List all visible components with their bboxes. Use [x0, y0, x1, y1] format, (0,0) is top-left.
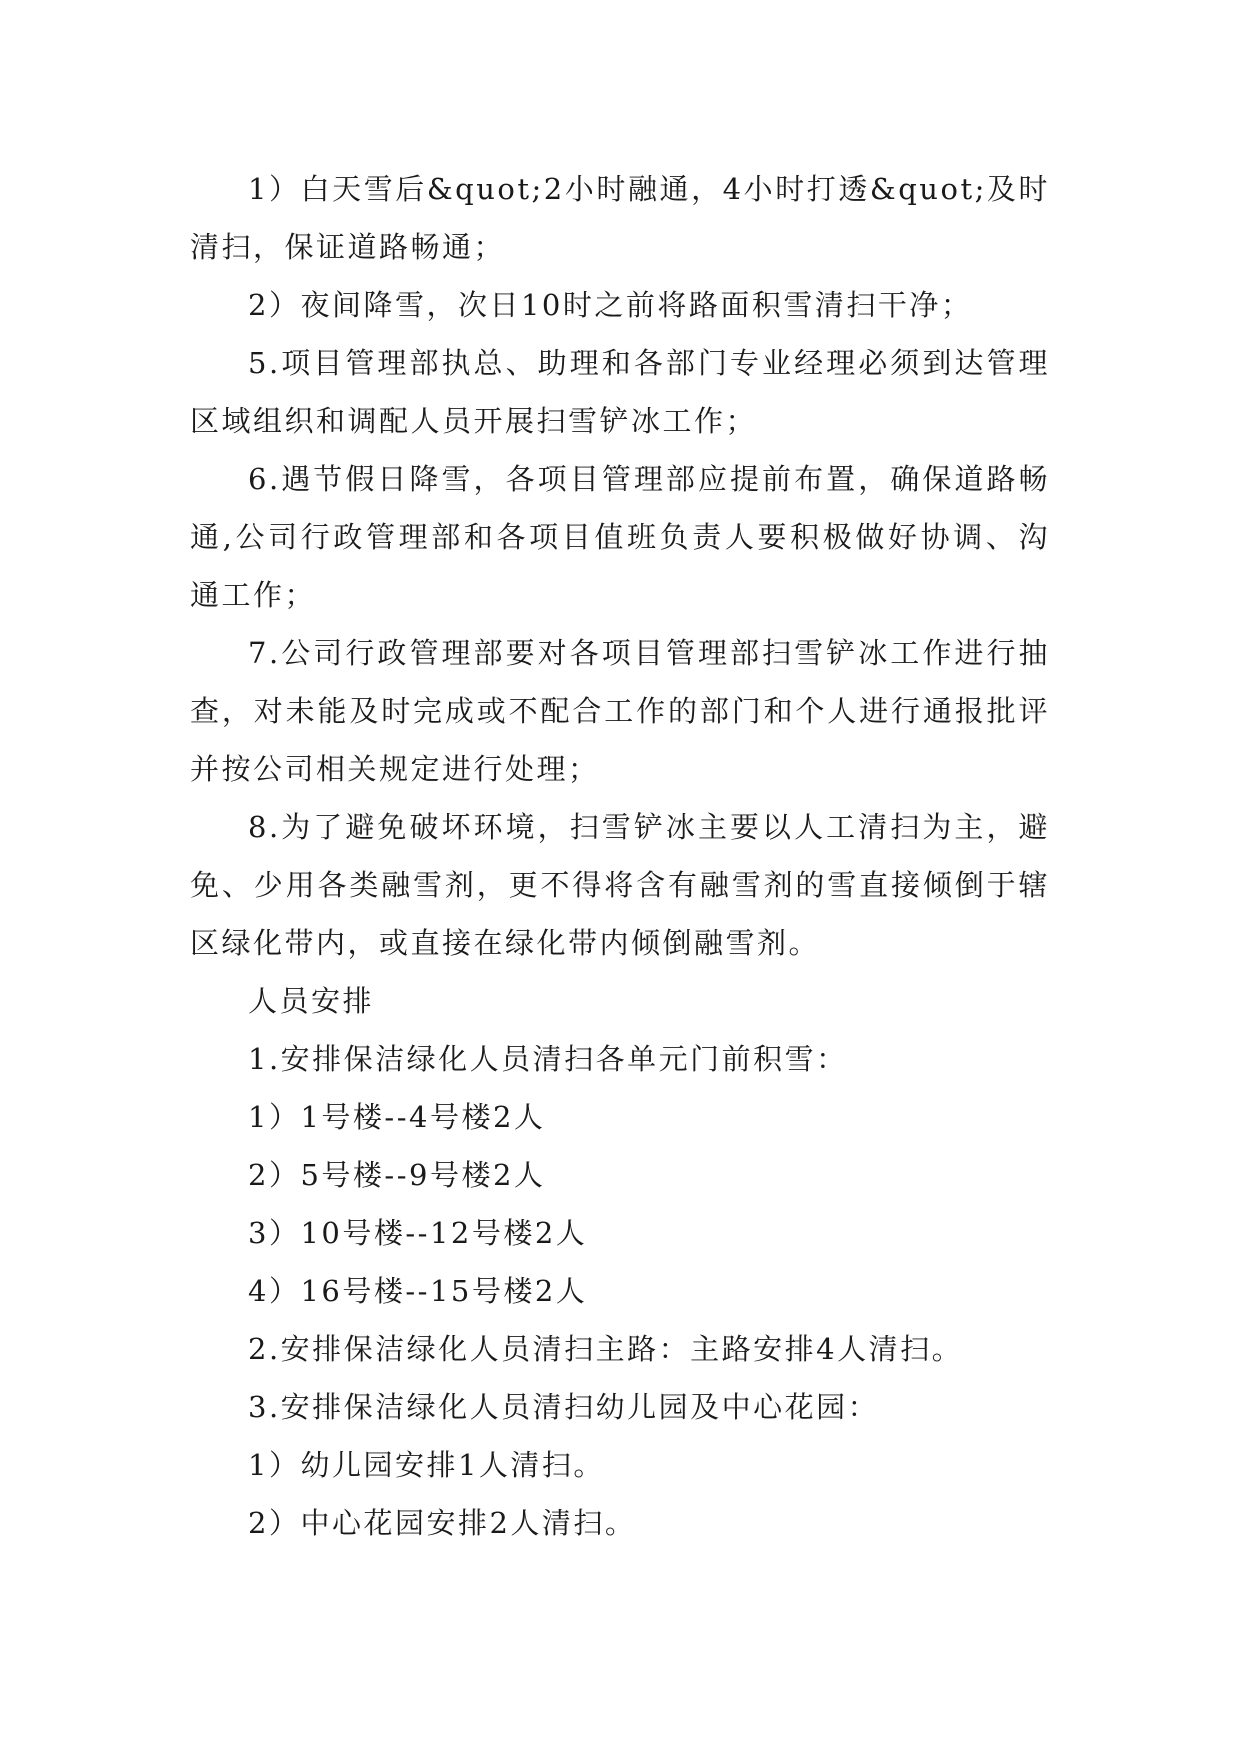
section-heading-staffing: 人员安排: [248, 984, 375, 1018]
list-item-building-5-9: 2）5号楼--9号楼2人: [248, 1158, 546, 1192]
paragraph-item-5: 5.项目管理部执总、助理和各部门专业经理必须到达管理区域组织和调配人员开展扫雪铲冰工作；: [190, 346, 1050, 438]
paragraph-staffing-2: 2.安排保洁绿化人员清扫主路：主路安排4人清扫。: [248, 1332, 964, 1366]
paragraph-item-7: 7.公司行政管理部要对各项目管理部扫雪铲冰工作进行抽查，对未能及时完成或不配合工作的部门和个人进行通报批评并按公司相关规定进行处理；: [190, 636, 1050, 786]
paragraph-staffing-1: 1.安排保洁绿化人员清扫各单元门前积雪：: [248, 1042, 848, 1076]
list-item-building-10-12: 3）10号楼--12号楼2人: [248, 1216, 588, 1250]
list-item-building-1-4: 1）1号楼--4号楼2人: [248, 1100, 546, 1134]
document-body: [190, 160, 1050, 1552]
paragraph-night-snow: 2）夜间降雪，次日10时之前将路面积雪清扫干净；: [248, 288, 973, 322]
list-item-central-garden: 2）中心花园安排2人清扫。: [248, 1506, 637, 1540]
paragraph-item-6: 6.遇节假日降雪，各项目管理部应提前布置，确保道路畅通,公司行政管理部和各项目值班负责人要积极做好协调、沟通工作；: [190, 462, 1050, 612]
list-item-building-16-15: 4）16号楼--15号楼2人: [248, 1274, 588, 1308]
paragraph-item-8: 8.为了避免破坏环境，扫雪铲冰主要以人工清扫为主，避免、少用各类融雪剂，更不得将含有融雪剂的雪直接倾倒于辖区绿化带内，或直接在绿化带内倾倒融雪剂。: [190, 810, 1050, 960]
list-item-kindergarten: 1）幼儿园安排1人清扫。: [248, 1448, 605, 1482]
paragraph-staffing-3: 3.安排保洁绿化人员清扫幼儿园及中心花园：: [248, 1390, 880, 1424]
paragraph-daytime-snow: 1）白天雪后&quot;2小时融通，4小时打透&quot;及时清扫，保证道路畅通；: [190, 172, 1050, 264]
